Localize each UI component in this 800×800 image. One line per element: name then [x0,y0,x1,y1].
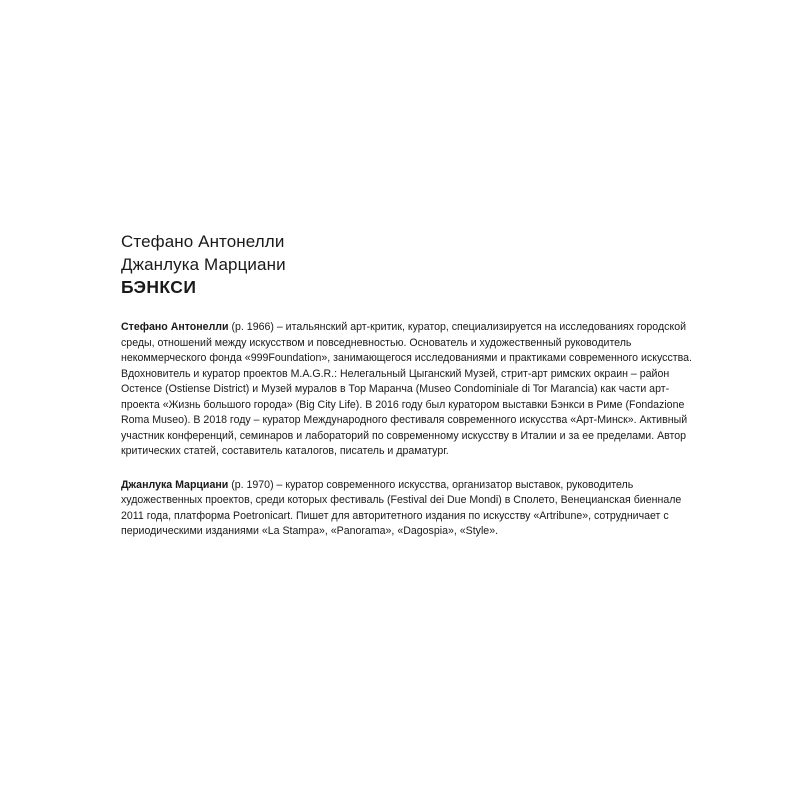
book-title: БЭНКСИ [121,277,197,297]
book-page [121,230,701,540]
bio-text-antonelli: (р. 1966) – итальянский арт-критик, куратор, специализируется на исследованиях городской среды, отношений между искусством и повседневностью. Основатель и художественный руководитель некоммерческого фонда «999Foundation», занимающегося исследованиями и практиками современного искусства. Вдохновитель и куратор проектов M.A.G.R.: Нелегальный Цыганский Музей, стрит-арт римских окраин – район Остенсе (Ostiense District) и Музей муралов в Тор Маранча (Museo Condominiale di Tor Marancia) как части арт-проекта «Жизнь большого города» (Big City Life). В 2016 году был куратором выставки Бэнкси в Риме (Fondazione Roma Museo). В 2018 году – куратор Международного фестиваля современного искусства «Арт-Минск». Активный участник конференций, семинаров и лабораторий по современному искусству в Италии и за ее пределами. Автор критических статей, составитель каталогов, писатель и драматург. [121,321,692,457]
bio-paragraph-marziani [121,478,699,540]
author-name-2: Джанлука Марциани [121,255,286,274]
bio-text-marziani: (р. 1970) – куратор современного искусства, организатор выставок, руководитель художественных проектов, среди которых фестиваль (Festival dei Due Mondi) в Сполето, Венецианская биеннале 2011 года, платформа Poetronicart. Пишет для авторитетного издания по искусству «Artribune», сотрудничает с периодическими изданиями «La Stampa», «Panorama», «Dagospia», «Style». [121,478,682,537]
author-name-1: Стефано Антонелли [121,232,285,251]
bio-name-marziani: Джанлука Марциани [121,478,229,491]
bio-name-antonelli: Стефано Антонелли [121,321,229,333]
bio-paragraph-antonelli [121,320,699,460]
